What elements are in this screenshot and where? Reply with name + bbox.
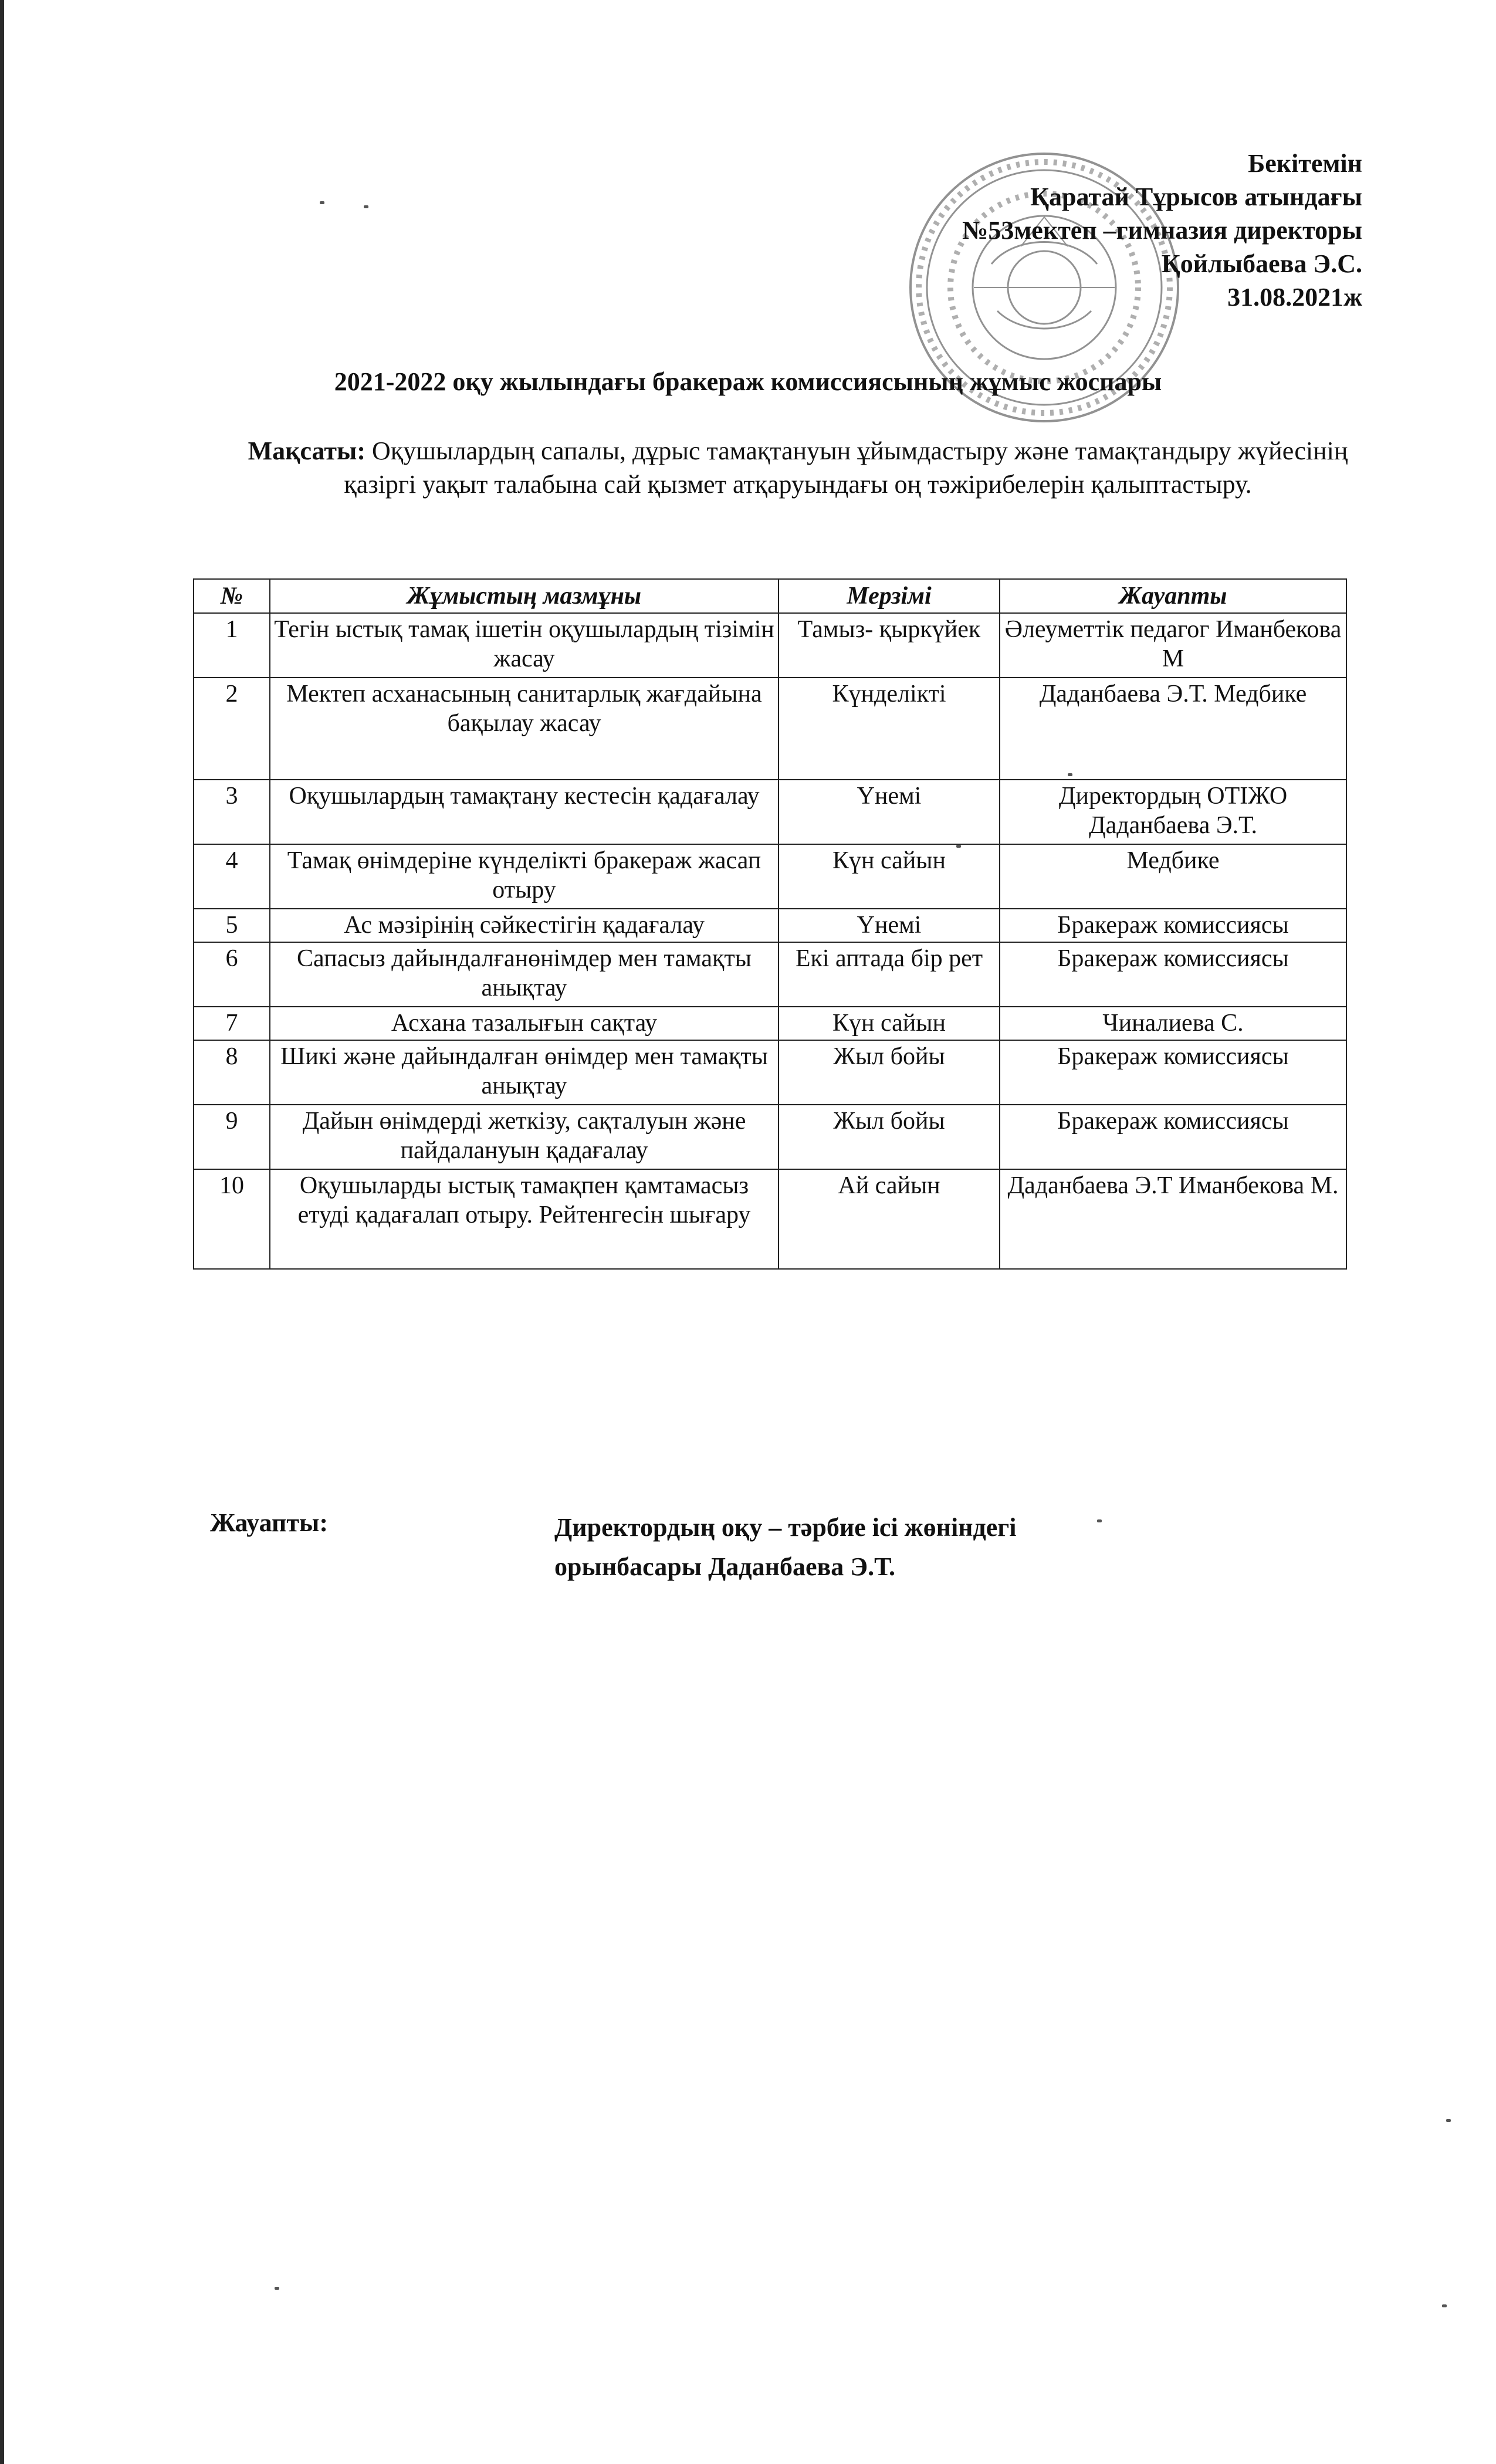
work-plan-table (193, 578, 1347, 1270)
signature-block (554, 1508, 1017, 1586)
cell-deadline: Үнемі (779, 780, 1000, 844)
purpose-text: Оқушылардың сапалы, дұрыс тамақтануын ұйымдастыру және тамақтандыру жүйесінің қазіргі уақыт талабына сай қызмет атқаруындағы оң тәжірибелерін қалыптастыру. (344, 436, 1348, 499)
signature-label: Жауапты: (210, 1508, 328, 1537)
table-row (194, 1007, 1346, 1040)
cell-number: 3 (194, 780, 270, 844)
table-row (194, 1040, 1346, 1105)
cell-number: 4 (194, 844, 270, 909)
table-row (194, 678, 1346, 780)
cell-deadline: Күн сайын (779, 1007, 1000, 1040)
scan-speck (364, 205, 368, 208)
cell-number: 2 (194, 678, 270, 780)
cell-deadline: Жыл бойы (779, 1040, 1000, 1105)
cell-number: 8 (194, 1040, 270, 1105)
purpose-paragraph (229, 434, 1367, 501)
cell-deadline: Күнделікті (779, 678, 1000, 780)
cell-number: 1 (194, 613, 270, 678)
cell-responsible: Даданбаева Э.Т Иманбекова М. (1000, 1169, 1346, 1269)
cell-responsible: Директордың ОТІЖО Даданбаева Э.Т. (1000, 780, 1346, 844)
cell-number: 6 (194, 942, 270, 1007)
signature-name: орынбасары Даданбаева Э.Т. (554, 1552, 896, 1581)
scan-speck (1442, 2304, 1447, 2307)
approval-heading: Бекітемін (1248, 149, 1362, 178)
cell-content: Дайын өнімдерді жеткізу, сақталуын және пайдалануын қадағалау (270, 1105, 779, 1169)
approval-school-name: Қаратай Тұрысов атындағы (1030, 182, 1362, 211)
cell-content: Оқушыларды ыстық тамақпен қамтамасыз етуді қадағалап отыру. Рейтенгесін шығару (270, 1169, 779, 1269)
cell-responsible: Медбике (1000, 844, 1346, 909)
approval-position: №53мектеп –гимназия директоры (962, 216, 1362, 245)
cell-responsible: Чиналиева С. (1000, 1007, 1346, 1040)
cell-content: Асхана тазалығын сақтау (270, 1007, 779, 1040)
table-row (194, 942, 1346, 1007)
scan-speck (1068, 773, 1072, 776)
cell-deadline: Екі аптада бір рет (779, 942, 1000, 1007)
cell-number: 9 (194, 1105, 270, 1169)
purpose-label: Мақсаты: (248, 436, 366, 465)
cell-responsible: Әлеуметтік педагог Иманбекова М (1000, 613, 1346, 678)
scan-speck (1446, 2119, 1451, 2122)
cell-content: Оқушылардың тамақтану кестесін қадағалау (270, 780, 779, 844)
cell-content: Тамақ өнімдеріне күнделікті бракераж жасап отыру (270, 844, 779, 909)
cell-deadline: Жыл бойы (779, 1105, 1000, 1169)
table-row (194, 844, 1346, 909)
cell-deadline: Ай сайын (779, 1169, 1000, 1269)
scan-speck (956, 845, 961, 848)
table-header-row (194, 579, 1346, 613)
table-row (194, 1105, 1346, 1169)
approval-date: 31.08.2021ж (1227, 283, 1362, 312)
cell-content: Ас мәзірінің сәйкестігін қадағалау (270, 909, 779, 942)
scan-speck (275, 2287, 279, 2290)
cell-content: Сапасыз дайындалғанөнімдер мен тамақты анықтау (270, 942, 779, 1007)
approval-block (776, 147, 1362, 314)
header-responsible: Жауапты (1000, 579, 1346, 613)
cell-responsible: Бракераж комиссиясы (1000, 909, 1346, 942)
document-title: 2021-2022 оқу жылындағы бракераж комиссиясының жұмыс жоспары (334, 367, 1162, 396)
cell-responsible: Даданбаева Э.Т. Медбике (1000, 678, 1346, 780)
cell-deadline: Үнемі (779, 909, 1000, 942)
cell-number: 5 (194, 909, 270, 942)
scan-speck (1097, 1519, 1102, 1522)
cell-responsible: Бракераж комиссиясы (1000, 942, 1346, 1007)
table-row (194, 909, 1346, 942)
table-row (194, 1169, 1346, 1269)
approval-director-name: Қойлыбаева Э.С. (1161, 249, 1362, 278)
table-row (194, 780, 1346, 844)
cell-responsible: Бракераж комиссиясы (1000, 1105, 1346, 1169)
scan-speck (320, 201, 324, 204)
signature-position: Директордың оқу – тәрбие ісі жөніндегі (554, 1513, 1017, 1542)
cell-number: 7 (194, 1007, 270, 1040)
cell-content: Шикі және дайындалған өнімдер мен тамақты анықтау (270, 1040, 779, 1105)
cell-deadline: Күн сайын (779, 844, 1000, 909)
cell-number: 10 (194, 1169, 270, 1269)
header-deadline: Мерзімі (779, 579, 1000, 613)
cell-content: Мектеп асханасының санитарлық жағдайына бақылау жасау (270, 678, 779, 780)
cell-deadline: Тамыз- қыркүйек (779, 613, 1000, 678)
cell-content: Тегін ыстық тамақ ішетін оқушылардың тізімін жасау (270, 613, 779, 678)
cell-responsible: Бракераж комиссиясы (1000, 1040, 1346, 1105)
table-row (194, 613, 1346, 678)
header-number: № (194, 579, 270, 613)
header-content: Жұмыстың мазмұны (270, 579, 779, 613)
